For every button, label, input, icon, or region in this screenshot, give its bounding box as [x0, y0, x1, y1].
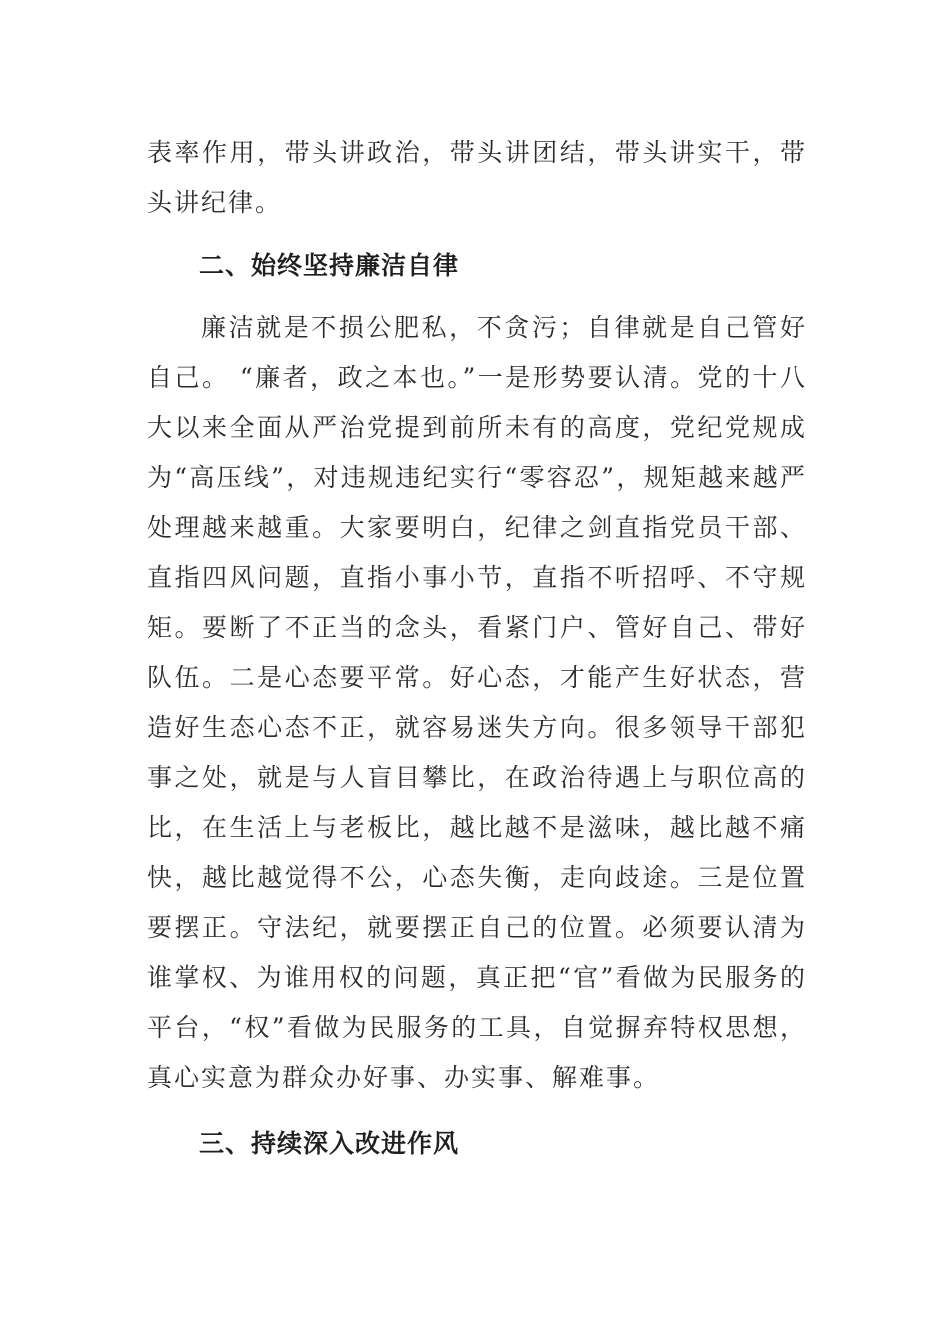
- spacer: [147, 1103, 807, 1119]
- document-body: [147, 128, 807, 1169]
- paragraph-integrity: 廉洁就是不损公肥私，不贪污；自律就是自己管好自己。 “廉者，政之本也。”一是形势要认清。党的十八大以来全面从严治党提到前所未有的高度，党纪党规成为“高压线”，对违规违纪实行“零容忍”，规矩越来越严处理越来越重。大家要明白，纪律之剑直指党员干部、直指四风问题，直指小事小节，直指不听招呼、不守规矩。要断了不正当的念头，看紧门户、管好自己、带好队伍。二是心态要平常。好心态，才能产生好状态，营造好生态心态不正，就容易迷失方向。很多领导干部犯事之处，就是与人盲目攀比，在政治待遇上与职位高的比，在生活上与老板比，越比越不是滋味，越比越不痛快，越比越觉得不公，心态失衡，走向歧途。三是位置要摆正。守法纪，就要摆正自己的位置。必须要认清为谁掌权、为谁用权的问题，真正把“官”看做为民服务的平台，“权”看做为民服务的工具，自觉摒弃特权思想，真心实意为群众办好事、办实事、解难事。: [147, 313, 807, 1092]
- section-heading-2: 二、始终坚持廉洁自律: [199, 251, 460, 280]
- section-heading-3: 三、持续深入改进作风: [199, 1129, 460, 1158]
- spacer: [147, 228, 807, 241]
- paragraph-continued: 表率作用，带头讲政治，带头讲团结，带头讲实干，带头讲纪律。: [147, 138, 807, 217]
- spacer: [147, 291, 807, 303]
